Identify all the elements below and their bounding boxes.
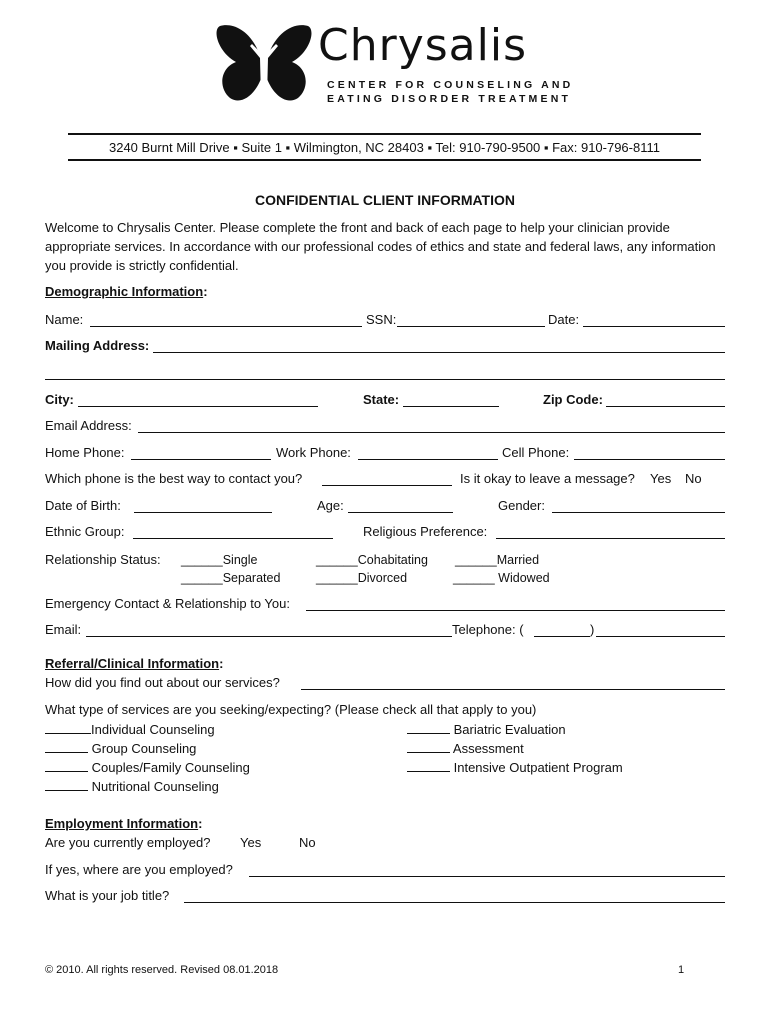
service-group-label: Group Counseling bbox=[91, 741, 197, 756]
email-label: Email: bbox=[45, 622, 82, 637]
email-address-label: Email Address: bbox=[45, 418, 132, 433]
service-assessment-blank[interactable] bbox=[407, 740, 450, 753]
service-iop[interactable] bbox=[407, 759, 623, 775]
service-bariatric[interactable] bbox=[407, 721, 566, 737]
best-phone-field[interactable] bbox=[322, 485, 452, 486]
mailing-label: Mailing Address: bbox=[45, 338, 150, 353]
work-phone-field[interactable] bbox=[358, 459, 498, 460]
service-assessment[interactable] bbox=[407, 740, 524, 756]
job-title-field[interactable] bbox=[184, 902, 725, 903]
service-group[interactable] bbox=[45, 740, 196, 756]
butterfly-logo-icon bbox=[214, 22, 314, 108]
leave-message-yes[interactable]: Yes bbox=[650, 471, 672, 486]
service-assessment-label: Assessment bbox=[452, 741, 524, 756]
service-individual-label: Individual Counseling bbox=[91, 722, 215, 737]
service-individual-blank[interactable] bbox=[45, 721, 91, 734]
telephone-close-paren: ) bbox=[590, 622, 595, 637]
home-phone-label: Home Phone: bbox=[45, 445, 125, 460]
where-employed-field[interactable] bbox=[249, 876, 725, 877]
services-question: What type of services are you seeking/expecting? (Please check all that apply to you) bbox=[45, 702, 537, 717]
email-field[interactable] bbox=[86, 636, 452, 637]
work-phone-label: Work Phone: bbox=[276, 445, 351, 460]
leave-message-label: Is it okay to leave a message? bbox=[460, 471, 635, 486]
name-label: Name: bbox=[45, 312, 84, 327]
service-couples-blank[interactable] bbox=[45, 759, 88, 772]
job-title-label: What is your job title? bbox=[45, 888, 170, 903]
address-top-rule bbox=[68, 133, 701, 135]
logo-name: Chrysalis bbox=[318, 20, 527, 71]
age-field[interactable] bbox=[348, 512, 453, 513]
how-found-field[interactable] bbox=[301, 689, 725, 690]
referral-heading-text: Referral/Clinical Information bbox=[45, 656, 220, 671]
mailing-field-line2[interactable] bbox=[45, 379, 725, 380]
cell-phone-label: Cell Phone: bbox=[502, 445, 570, 460]
employed-question: Are you currently employed? bbox=[45, 835, 211, 850]
where-employed-label: If yes, where are you employed? bbox=[45, 862, 233, 877]
relationship-label: Relationship Status: bbox=[45, 552, 161, 567]
form-title: CONFIDENTIAL CLIENT INFORMATION bbox=[254, 192, 516, 208]
service-iop-label: Intensive Outpatient Program bbox=[453, 760, 623, 775]
ethnic-label: Ethnic Group: bbox=[45, 524, 125, 539]
service-bariatric-blank[interactable] bbox=[407, 721, 450, 734]
telephone-area-code-field[interactable] bbox=[534, 636, 590, 637]
address-bottom-rule bbox=[68, 159, 701, 161]
service-couples-label: Couples/Family Counseling bbox=[91, 760, 250, 775]
telephone-field[interactable] bbox=[596, 636, 725, 637]
email-address-field[interactable] bbox=[138, 432, 725, 433]
mailing-field[interactable] bbox=[153, 352, 725, 353]
employed-no[interactable]: No bbox=[299, 835, 316, 850]
footer-copyright: © 2010. All rights reserved. Revised 08.01.2018 bbox=[45, 964, 279, 976]
cell-phone-field[interactable] bbox=[574, 459, 725, 460]
leave-message-no[interactable]: No bbox=[685, 471, 702, 486]
ethnic-field[interactable] bbox=[133, 538, 333, 539]
gender-label: Gender: bbox=[498, 498, 545, 513]
religious-label: Religious Preference: bbox=[363, 524, 488, 539]
service-nutritional-label: Nutritional Counseling bbox=[91, 779, 219, 794]
ssn-label: SSN: bbox=[366, 312, 397, 327]
address-line: 3240 Burnt Mill Drive ▪ Suite 1 ▪ Wilmington, NC 28403 ▪ Tel: 910-790-9500 ▪ Fax: 910-796-8111 bbox=[108, 140, 660, 155]
age-label: Age: bbox=[317, 498, 344, 513]
date-label: Date: bbox=[548, 312, 580, 327]
employed-yes[interactable]: Yes bbox=[240, 835, 262, 850]
logo bbox=[214, 20, 574, 112]
date-field[interactable] bbox=[583, 326, 725, 327]
zip-label: Zip Code: bbox=[543, 392, 603, 407]
rel-option-divorced[interactable]: ______Divorced bbox=[316, 571, 408, 585]
rel-option-single[interactable]: ______Single bbox=[181, 553, 258, 567]
intro-paragraph: Welcome to Chrysalis Center. Please complete the front and back of each page to help your clinician provide appropriate services. In accordance with our professional codes of ethics and state and federal laws, any information you provide is strictly confidential. bbox=[45, 220, 716, 273]
service-individual[interactable] bbox=[45, 721, 215, 737]
city-field[interactable] bbox=[78, 406, 318, 407]
dob-field[interactable] bbox=[134, 512, 272, 513]
service-iop-blank[interactable] bbox=[407, 759, 450, 772]
employment-heading: Employment Information: bbox=[45, 816, 203, 831]
service-couples[interactable] bbox=[45, 759, 250, 775]
home-phone-field[interactable] bbox=[131, 459, 271, 460]
telephone-label: Telephone: ( bbox=[452, 622, 524, 637]
state-field[interactable] bbox=[403, 406, 499, 407]
logo-subtitle-line1: CENTER FOR COUNSELING AND bbox=[327, 79, 574, 91]
emergency-label: Emergency Contact & Relationship to You: bbox=[45, 596, 290, 611]
religious-field[interactable] bbox=[496, 538, 725, 539]
zip-field[interactable] bbox=[606, 406, 725, 407]
demographic-heading-text: Demographic Information bbox=[45, 284, 204, 299]
how-found-label: How did you find out about our services? bbox=[45, 675, 280, 690]
rel-option-cohabitating[interactable]: ______Cohabitating bbox=[316, 553, 428, 567]
service-bariatric-label: Bariatric Evaluation bbox=[453, 722, 566, 737]
service-nutritional[interactable] bbox=[45, 778, 219, 794]
name-field[interactable] bbox=[90, 326, 362, 327]
employment-heading-text: Employment Information bbox=[45, 816, 199, 831]
rel-option-married[interactable]: ______Married bbox=[455, 553, 540, 567]
gender-field[interactable] bbox=[552, 512, 725, 513]
dob-label: Date of Birth: bbox=[45, 498, 121, 513]
emergency-field[interactable] bbox=[306, 610, 725, 611]
service-nutritional-blank[interactable] bbox=[45, 778, 88, 791]
ssn-field[interactable] bbox=[397, 326, 545, 327]
logo-subtitle-line2: EATING DISORDER TREATMENT bbox=[327, 93, 572, 105]
service-group-blank[interactable] bbox=[45, 740, 88, 753]
state-label: State: bbox=[363, 392, 400, 407]
city-label: City: bbox=[45, 392, 74, 407]
rel-option-separated[interactable]: ______Separated bbox=[181, 571, 281, 585]
best-phone-label: Which phone is the best way to contact you? bbox=[45, 471, 303, 486]
footer-page-number: 1 bbox=[678, 964, 685, 976]
referral-heading: Referral/Clinical Information: bbox=[45, 656, 224, 671]
rel-option-widowed[interactable]: ______ Widowed bbox=[453, 571, 550, 585]
demographic-heading: Demographic Information: bbox=[45, 284, 208, 299]
